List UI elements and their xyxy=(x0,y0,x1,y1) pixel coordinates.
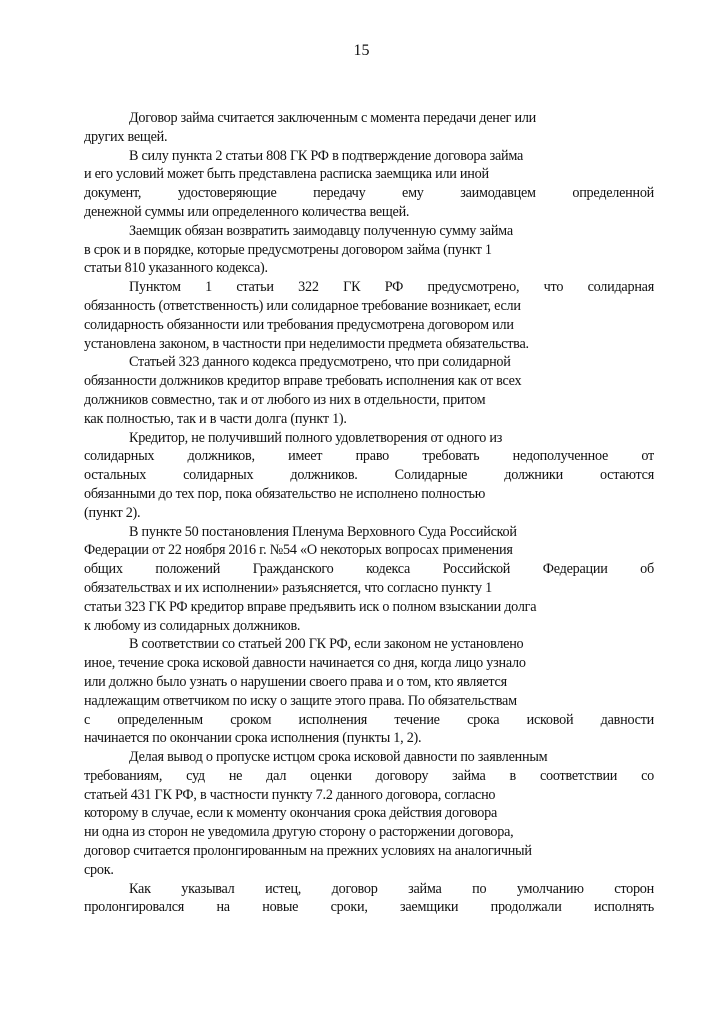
text-line: Делая вывод о пропуске истцом срока исковой давности по заявленным xyxy=(129,749,548,766)
text-line: статьей 431 ГК РФ, в частности пункту 7.2 данного договора, согласно xyxy=(84,786,496,803)
text-line: других вещей. xyxy=(84,128,168,145)
text-line: установлена законом, в частности при неделимости предмета обязательства. xyxy=(84,335,529,352)
text-line: обязанность (ответственность) или солидарное требование возникает, если xyxy=(84,297,521,314)
text-line: Заемщик обязан возвратить заимодавцу полученную сумму займа xyxy=(129,222,513,239)
text-line: срок. xyxy=(84,861,114,878)
text-line: обязательствах и их исполнении» разъясняется, что согласно пункту 1 xyxy=(84,579,492,596)
text-line: (пункт 2). xyxy=(84,504,141,521)
paragraph xyxy=(84,748,654,880)
text-line: солидарность обязанности или требования предусмотрена договором или xyxy=(84,316,514,333)
paragraph xyxy=(84,880,654,918)
paragraph xyxy=(84,523,654,636)
page-number: 15 xyxy=(353,42,370,59)
paragraph xyxy=(84,429,654,523)
text-line: пролонгировался на новые сроки, заемщики продолжали исполнять xyxy=(84,899,654,916)
text-line: и его условий может быть представлена расписка заемщика или иной xyxy=(84,166,489,183)
text-line: обязанности должников кредитор вправе требовать исполнения как от всех xyxy=(84,373,522,390)
text-line: В соответствии со статьей 200 ГК РФ, если законом не установлено xyxy=(129,636,524,653)
paragraph xyxy=(84,109,654,147)
text-line: начинается по окончании срока исполнения (пункты 1, 2). xyxy=(84,730,422,747)
text-line: требованиям, суд не дал оценки договору займа в соответствии со xyxy=(84,767,654,784)
text-line: В силу пункта 2 статьи 808 ГК РФ в подтверждение договора займа xyxy=(129,147,524,164)
text-line: должников совместно, так и от любого из них в отдельности, притом xyxy=(84,391,486,408)
text-line: солидарных должников, имеет право требовать недополученное от xyxy=(84,448,654,465)
text-line: документ, удостоверяющие передачу ему заимодавцем определенной xyxy=(84,185,654,202)
text-line: статьи 323 ГК РФ кредитор вправе предъявить иск о полном взыскании долга xyxy=(84,598,537,615)
text-line: денежной суммы или определенного количества вещей. xyxy=(84,203,410,220)
body-text xyxy=(84,109,654,917)
text-line: В пункте 50 постановления Пленума Верховного Суда Российской xyxy=(129,523,517,540)
text-line: надлежащим ответчиком по иску о защите этого права. По обязательствам xyxy=(84,692,517,709)
text-line: остальных солидарных должников. Солидарные должники остаются xyxy=(84,467,654,484)
text-line: Федерации от 22 ноября 2016 г. №54 «О некоторых вопросах применения xyxy=(84,542,513,559)
paragraph xyxy=(84,278,654,353)
text-line: как полностью, так и в части долга (пункт 1). xyxy=(84,410,347,427)
text-line: или должно было узнать о нарушении своего права и о том, кто является xyxy=(84,673,507,690)
text-line: в срок и в порядке, которые предусмотрены договором займа (пункт 1 xyxy=(84,241,492,258)
text-line: которому в случае, если к моменту окончания срока действия договора xyxy=(84,805,498,822)
text-line: общих положений Гражданского кодекса Российской Федерации об xyxy=(84,561,654,578)
text-line: Как указывал истец, договор займа по умолчанию сторон xyxy=(129,880,654,897)
paragraph xyxy=(84,147,654,222)
text-line: иное, течение срока исковой давности начинается со дня, когда лицо узнало xyxy=(84,655,526,672)
text-line: Договор займа считается заключенным с момента передачи денег или xyxy=(129,110,537,126)
text-line: статьи 810 указанного кодекса). xyxy=(84,260,268,277)
text-line: Статьей 323 данного кодекса предусмотрено, что при солидарной xyxy=(129,354,511,371)
text-line: Кредитор, не получивший полного удовлетворения от одного из xyxy=(129,429,503,446)
text-line: договор считается пролонгированным на прежних условиях на аналогичный xyxy=(84,843,532,860)
text-line: обязанными до тех пор, пока обязательство не исполнено полностью xyxy=(84,485,486,502)
text-line: Пунктом 1 статьи 322 ГК РФ предусмотрено, что солидарная xyxy=(129,279,654,296)
paragraph xyxy=(84,353,654,428)
text-line: ни одна из сторон не уведомила другую сторону о расторжении договора, xyxy=(84,824,514,841)
text-line: к любому из солидарных должников. xyxy=(84,617,301,634)
paragraph xyxy=(84,635,654,748)
text-line: с определенным сроком исполнения течение срока исковой давности xyxy=(84,711,654,728)
paragraph xyxy=(84,222,654,278)
